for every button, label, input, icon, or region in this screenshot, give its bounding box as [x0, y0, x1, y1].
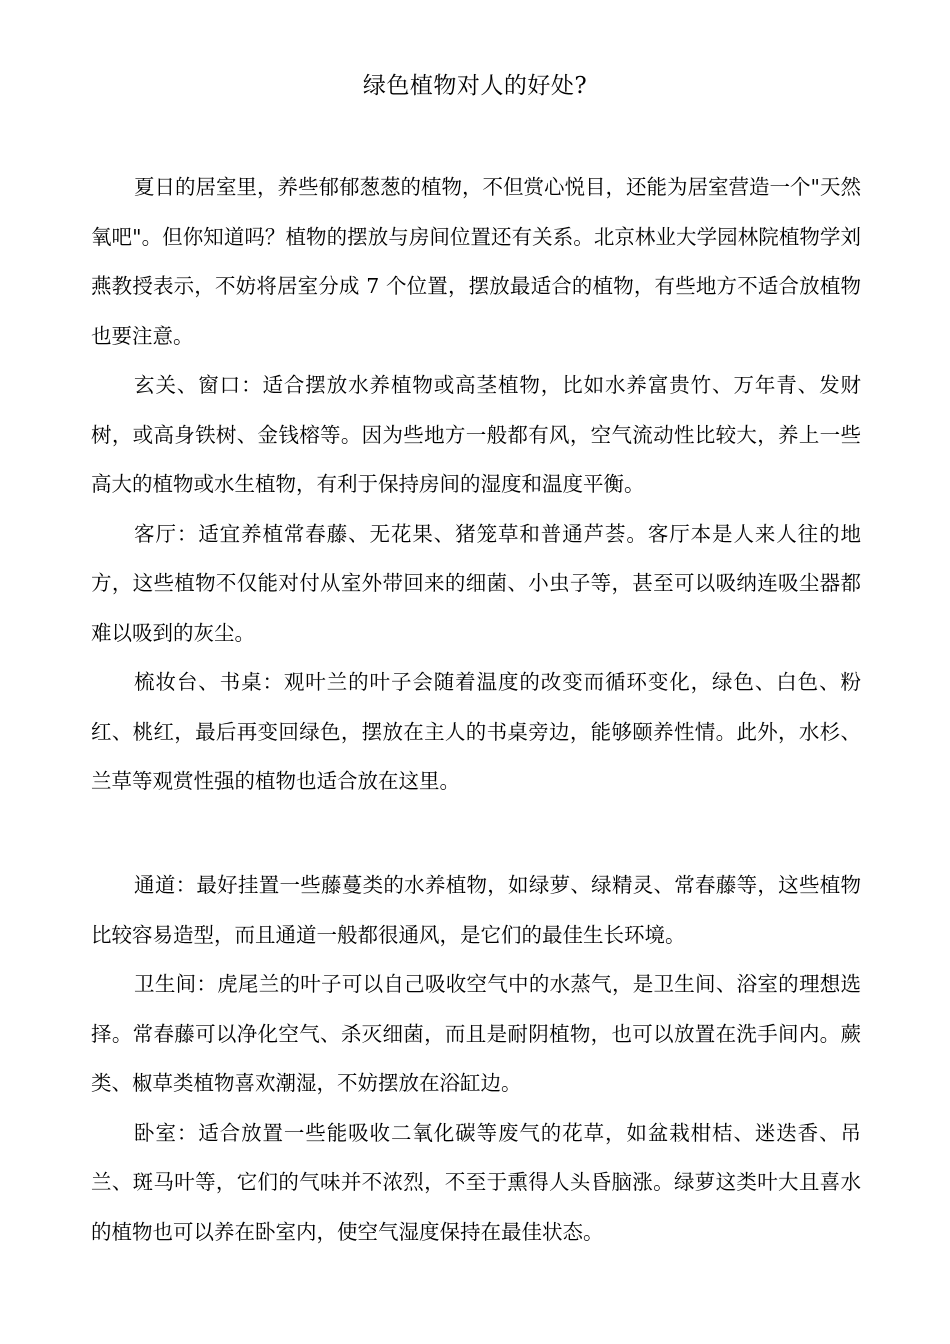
paragraph-dresser-desk: 梳妆台、书桌：观叶兰的叶子会随着温度的改变而循环变化，绿色、白色、粉红、桃红，最后再变回绿色，摆放在主人的书桌旁边，能够颐养性情。此外，水杉、兰草等观赏性强的植物也适合放在这里。 [91, 670, 861, 793]
paragraph-bedroom: 卧室：适合放置一些能吸收二氧化碳等废气的花草，如盆栽柑桔、迷迭香、吊兰、斑马叶等，它们的气味并不浓烈，不至于熏得人头昏脑涨。绿萝这类叶大且喜水的植物也可以养在卧室内，使空气湿度保持在最佳状态。 [91, 1120, 861, 1244]
paragraph-entrance-window: 玄关、窗口：适合摆放水养植物或高茎植物，比如水养富贵竹、万年青、发财树，或高身铁树、金钱榕等。因为些地方一般都有风，空气流动性比较大，养上一些高大的植物或水生植物，有利于保持房间的湿度和温度平衡。 [91, 373, 861, 496]
document-title: 绿色植物对人的好处? [362, 73, 588, 99]
paragraph-living-room: 客厅：适宜养植常春藤、无花果、猪笼草和普通芦荟。客厅本是人来人往的地方，这些植物不仅能对付从室外带回来的细菌、小虫子等，甚至可以吸纳连吸尘器都难以吸到的灰尘。 [91, 521, 861, 645]
paragraph-intro: 夏日的居室里，养些郁郁葱葱的植物，不但赏心悦目，还能为居室营造一个"天然氧吧"。但你知道吗？植物的摆放与房间位置还有关系。北京林业大学园林院植物学刘燕教授表示，不妨将居室分成 7 个位置，摆放最适合的植物，有些地方不适合放植物也要注意。 [91, 175, 861, 348]
paragraph-hallway: 通道：最好挂置一些藤蔓类的水养植物，如绿萝、绿精灵、常春藤等，这些植物比较容易造型，而且通道一般都很通风，是它们的最佳生长环境。 [91, 873, 861, 947]
document-body-upper [91, 163, 861, 807]
paragraph-bathroom: 卫生间：虎尾兰的叶子可以自己吸收空气中的水蒸气，是卫生间、浴室的理想选择。常春藤可以净化空气、杀灭细菌，而且是耐阴植物，也可以放置在洗手间内。蕨类、椒草类植物喜欢潮湿，不妨摆放在浴缸边。 [91, 972, 861, 1095]
document-body-lower [91, 861, 861, 1257]
